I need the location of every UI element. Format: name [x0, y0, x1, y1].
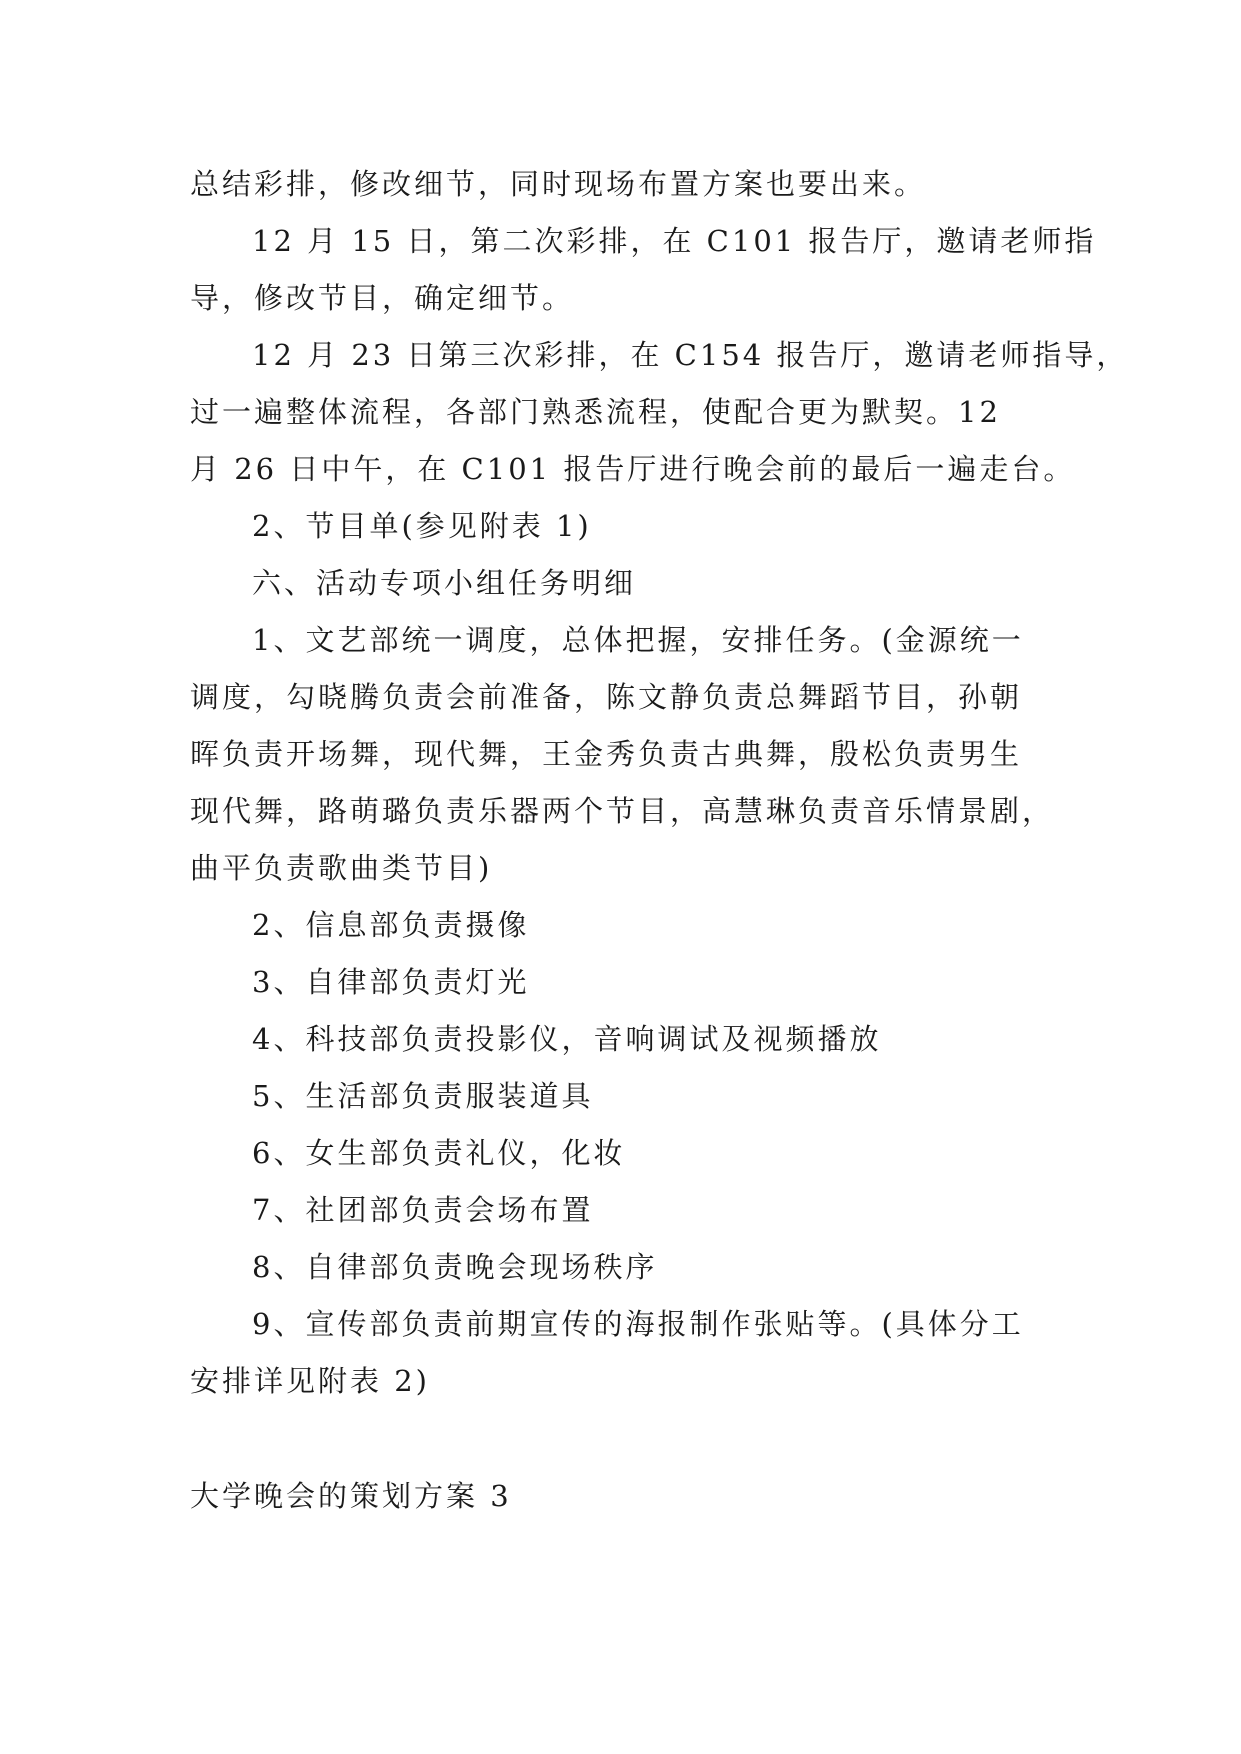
section-title: 大学晚会的策划方案 3	[190, 1479, 512, 1513]
paragraph-line: 曲平负责歌曲类节目)	[190, 851, 493, 885]
paragraph-line: 12 月 23 日第三次彩排，在 C154 报告厅，邀请老师指导，	[252, 338, 1129, 372]
list-item: 2、节目单(参见附表 1)	[252, 509, 592, 543]
list-item: 6、女生部负责礼仪，化妆	[252, 1136, 626, 1170]
list-item: 2、信息部负责摄像	[252, 908, 530, 942]
paragraph-line: 12 月 15 日，第二次彩排，在 C101 报告厅，邀请老师指	[252, 224, 1097, 258]
paragraph-line: 月 26 日中午，在 C101 报告厅进行晚会前的最后一遍走台。	[190, 452, 1076, 486]
paragraph-line: 晖负责开场舞，现代舞，王金秀负责古典舞，殷松负责男生	[190, 737, 1023, 771]
paragraph-line: 调度，勾晓腾负责会前准备，陈文静负责总舞蹈节目，孙朝	[190, 680, 1023, 714]
section-heading: 六、活动专项小组任务明细	[252, 566, 637, 600]
paragraph-line: 总结彩排，修改细节，同时现场布置方案也要出来。	[190, 167, 927, 201]
paragraph-line: 现代舞，路萌璐负责乐器两个节目，高慧琳负责音乐情景剧，	[190, 794, 1055, 828]
paragraph-line: 安排详见附表 2)	[190, 1364, 430, 1398]
paragraph-line: 导，修改节目，确定细节。	[190, 281, 575, 315]
list-item: 3、自律部负责灯光	[252, 965, 530, 999]
list-item: 7、社团部负责会场布置	[252, 1193, 594, 1227]
list-item: 1、文艺部统一调度，总体把握，安排任务。(金源统一	[252, 623, 1024, 657]
list-item: 9、宣传部负责前期宣传的海报制作张贴等。(具体分工	[252, 1307, 1024, 1341]
list-item: 4、科技部负责投影仪，音响调试及视频播放	[252, 1022, 882, 1056]
list-item: 5、生活部负责服装道具	[252, 1079, 594, 1113]
paragraph-line: 过一遍整体流程，各部门熟悉流程，使配合更为默契。12	[190, 395, 1001, 429]
list-item: 8、自律部负责晚会现场秩序	[252, 1250, 658, 1284]
